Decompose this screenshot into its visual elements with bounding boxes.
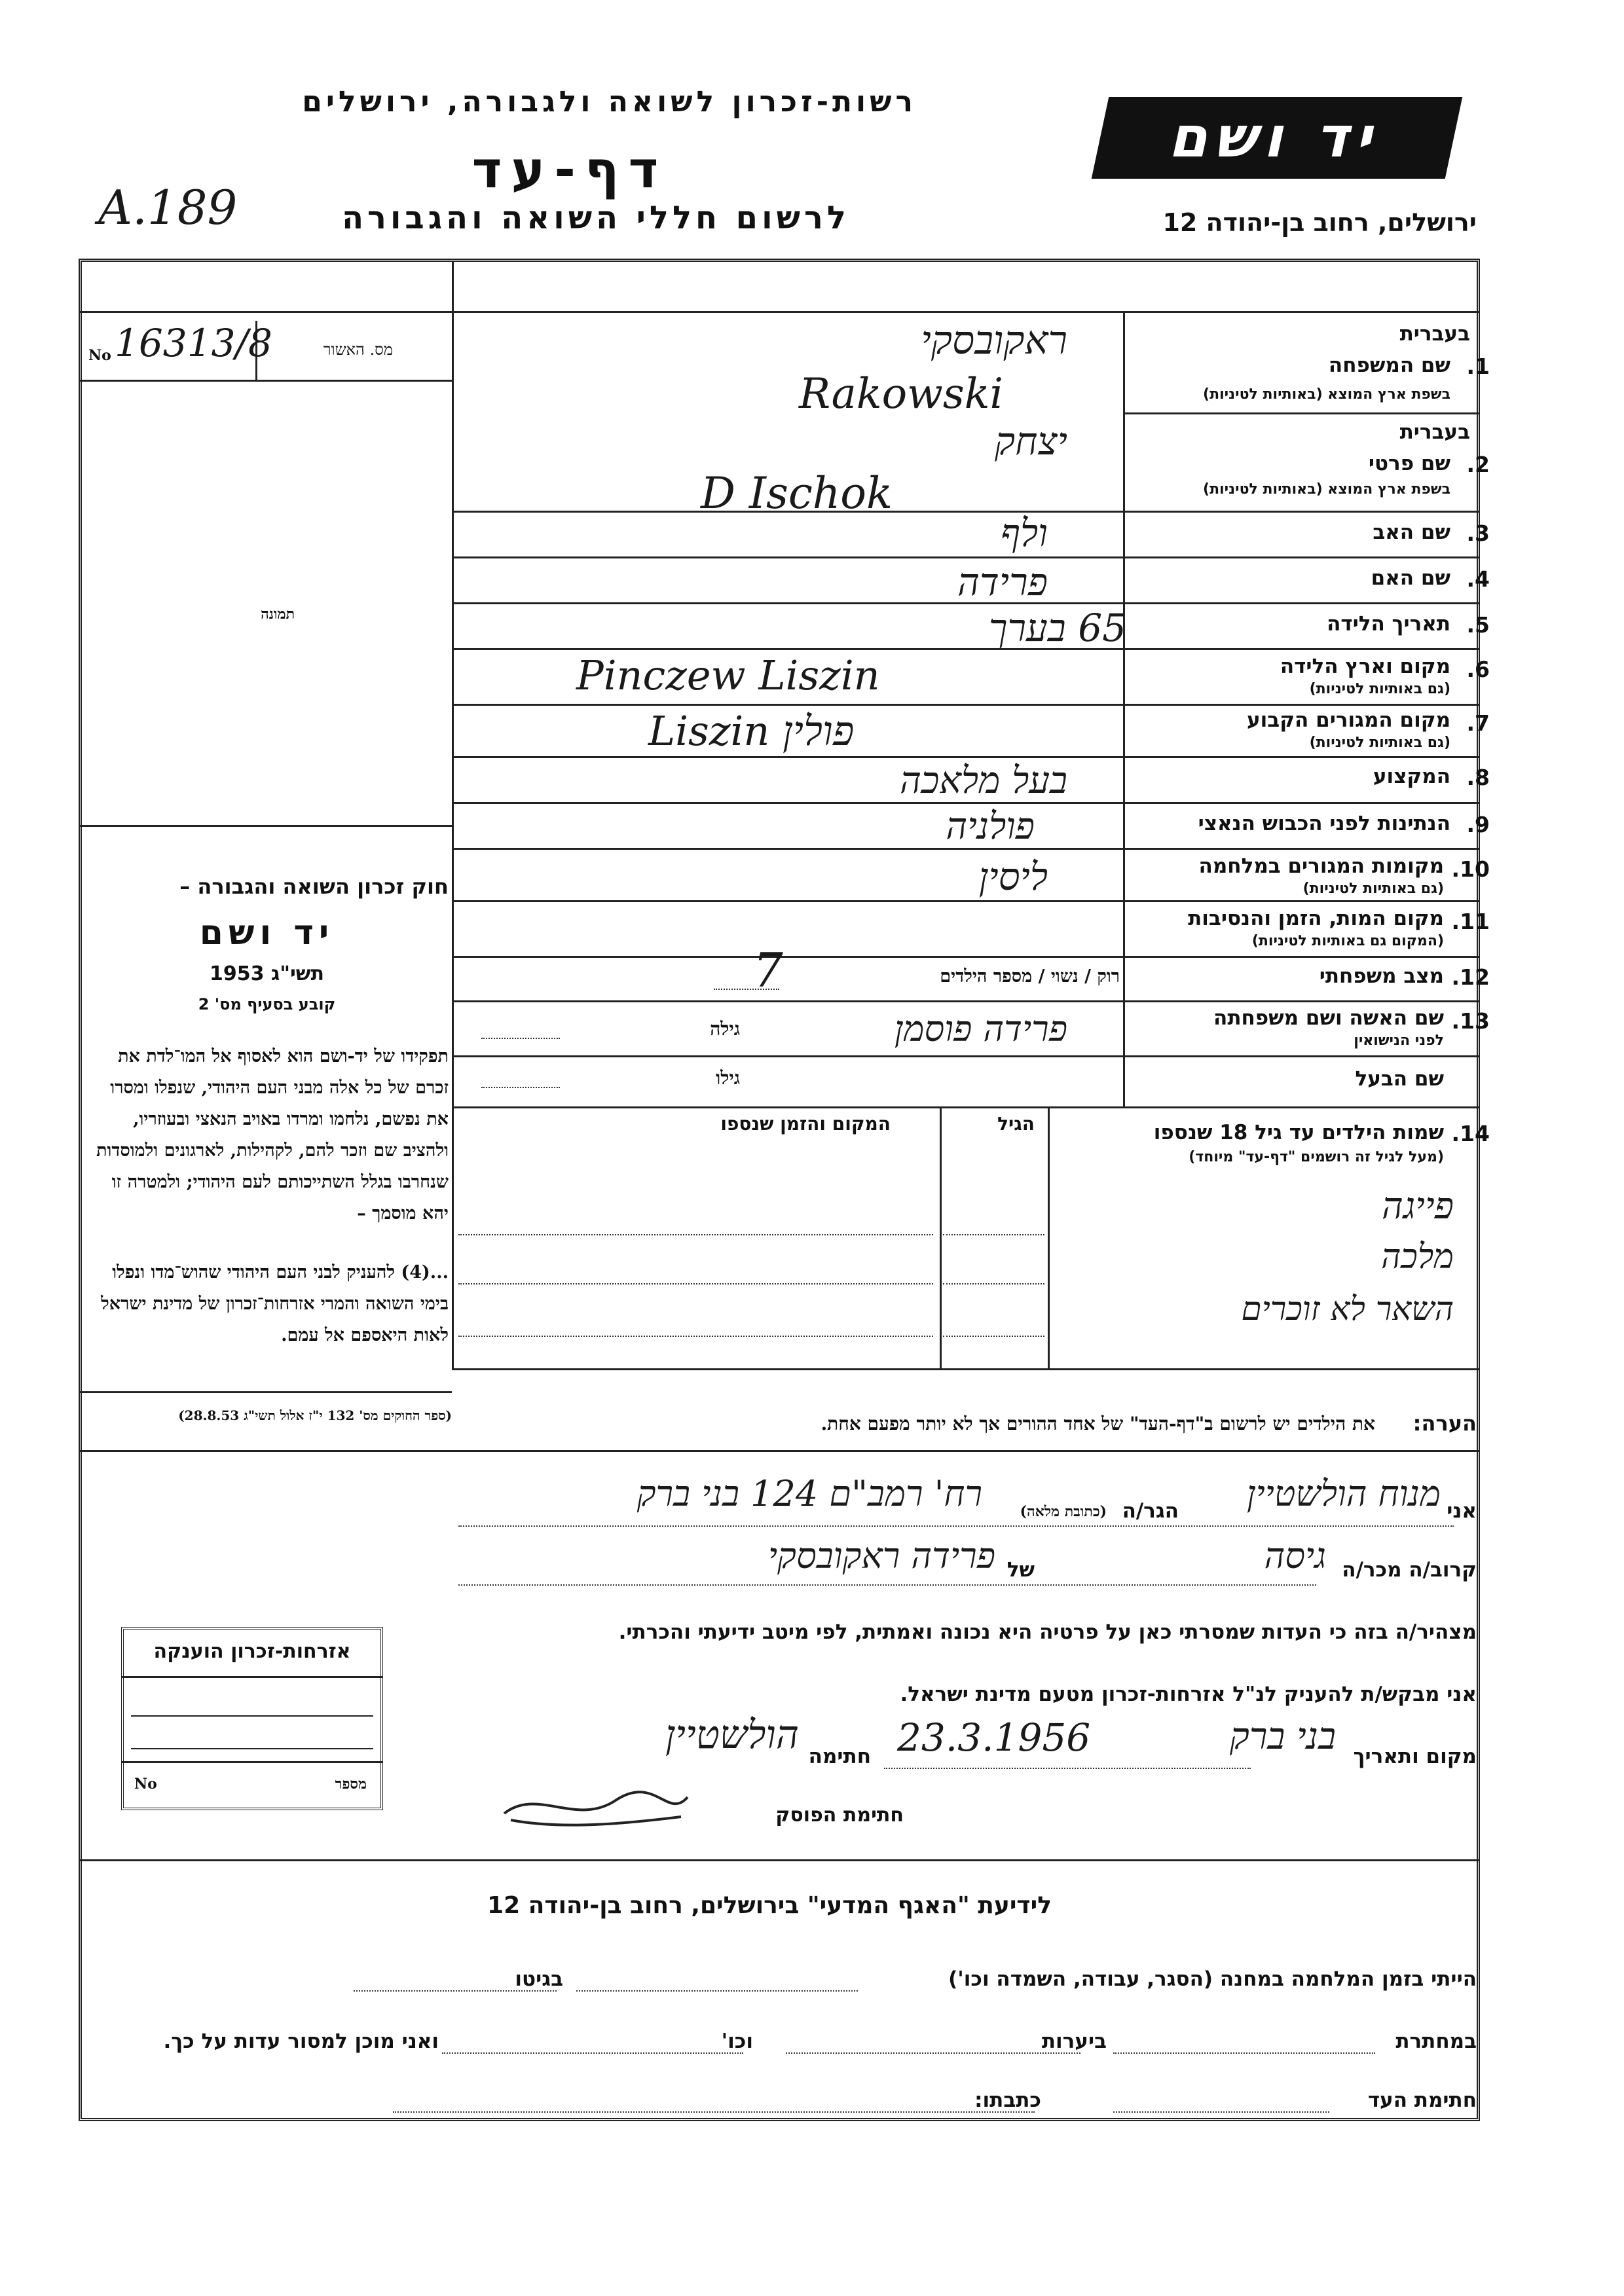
field-7-label: מקום המגורים הקבוע xyxy=(1247,708,1450,732)
remark-label: הערה: xyxy=(1412,1411,1477,1436)
date-value: 23.3.1956 xyxy=(897,1715,1091,1760)
child-name-2: מלכה xyxy=(1380,1237,1454,1277)
photo-label: תמונה xyxy=(261,606,295,623)
record-number-value: 16313/8 xyxy=(115,321,272,365)
field-7-no: 7. xyxy=(1466,710,1490,736)
field-5-label: תאריך הלידה xyxy=(1327,612,1450,636)
field-8-no: 8. xyxy=(1466,765,1490,790)
field-1-label: שם המשפחה xyxy=(1328,354,1450,377)
place-date-label: מקום ותאריך xyxy=(1353,1745,1477,1768)
header-address: ירושלים, רחוב בן-יהודה 12 xyxy=(1162,208,1477,237)
profession-value: בעל מלאכה xyxy=(900,759,1067,802)
certificate-title: אזרחות-זכרון הוענקה xyxy=(153,1640,351,1663)
archive-margin-note: A.189 xyxy=(98,180,238,235)
field-13-sub: לפני הנישואין xyxy=(1354,1032,1444,1049)
field-13-label: שם האשה ושם משפחתה xyxy=(1213,1006,1444,1030)
scientific-title: לידיעת "האגף המדעי" בירושלים, רחוב בן-יהודה 12 xyxy=(487,1892,1052,1919)
declarant-i: אני xyxy=(1447,1499,1477,1523)
field-4-no: 4. xyxy=(1466,566,1490,592)
field-2-lang: בעברית xyxy=(1399,420,1470,444)
scientific-line2-end: ואני מוכן למסור עדות על כך. xyxy=(163,2030,439,2053)
declarant-addr-label: (כתובת מלאה) xyxy=(1020,1503,1107,1520)
field-1-no: 1. xyxy=(1466,354,1490,379)
field-4-label: שם האם xyxy=(1371,566,1450,590)
field-10-sub: (גם באותיות לטיניות) xyxy=(1302,881,1444,897)
wife-name-value: פרידה פוסמן xyxy=(894,1008,1067,1049)
birth-date-value: 65 בערך xyxy=(988,606,1126,650)
declarant-relation: גיסה xyxy=(1264,1535,1326,1576)
law-clause: קובע בסעיף מס' 2 xyxy=(198,995,336,1013)
request-text: אני מבקש/ת להעניק לנ"ל אזרחות-זכרון מטעם מדינת ישראל. xyxy=(900,1683,1477,1706)
field-10-no: 10. xyxy=(1451,856,1490,882)
field-5-no: 5. xyxy=(1466,612,1490,638)
given-name-latin: D Ischok xyxy=(701,468,893,519)
law-year: תשי"ג 1953 xyxy=(209,962,325,985)
field-12-no: 12. xyxy=(1451,964,1490,990)
field-9-no: 9. xyxy=(1466,812,1490,837)
field-11-sub: (המקום גם באותיות לטיניות) xyxy=(1251,933,1444,949)
field-9-label: הנתינות לפני הכבוש הנאצי xyxy=(1198,812,1450,835)
official-signature-scribble xyxy=(498,1781,694,1833)
residence-value: Liszin פולין xyxy=(648,707,855,755)
field-8-label: המקצוע xyxy=(1373,765,1450,788)
form-subtitle: לרשום חללי השואה והגבורה xyxy=(342,200,850,236)
field-14-no: 14. xyxy=(1451,1121,1490,1146)
law-name: יד ושם xyxy=(199,913,335,953)
field-13-no: 13. xyxy=(1451,1008,1490,1034)
field-12-label: מצב משפחתי xyxy=(1319,964,1444,988)
declarant-name: מנוח הולשטיין xyxy=(1246,1473,1441,1514)
scientific-ghetto: בגיטו xyxy=(515,1967,563,1991)
law-text-2: ...(4) להעניק לבני העם היהודי שהוש־מדו ונפלו בימי השואה והמרי אזרחות־זכרון של מדינת ישראל לאות היאספם אל עמם. xyxy=(101,1262,449,1345)
certificate-no-prefix: No xyxy=(134,1776,157,1793)
signature-label: חתימה xyxy=(808,1745,871,1768)
field-10-label: מקומות המגורים במלחמה xyxy=(1198,854,1444,878)
children-col-place: המקום והזמן שנספו xyxy=(720,1113,891,1135)
field-6-no: 6. xyxy=(1466,657,1490,682)
children-sub: (מעל לגיל זה רושמים "דף-עד" מיוחד) xyxy=(1189,1149,1444,1165)
declarant-relative-label: קרוב/ה מכר/ה xyxy=(1342,1558,1477,1582)
authority-line: רשות-זכרון לשואה ולגבורה, ירושלים xyxy=(302,85,917,118)
husband-age-label: גילו xyxy=(716,1067,740,1089)
record-no-prefix: No xyxy=(88,347,111,364)
husband-label: שם הבעל xyxy=(1355,1067,1444,1091)
field-11-label: מקום המות, הזמן והנסיבות xyxy=(1188,907,1444,930)
birth-place-value: Pinczew Liszin xyxy=(576,651,880,699)
law-title: חוק זכרון השואה והגבורה – xyxy=(179,874,449,899)
surname-hebrew: ראקובסקי xyxy=(921,318,1067,363)
scientific-forests: ביערות xyxy=(1041,2030,1107,2053)
field-6-sub: (גם באותיות לטיניות) xyxy=(1309,681,1450,697)
scientific-underground: במחתרת xyxy=(1395,2030,1477,2053)
form-title: דף-עד xyxy=(471,141,668,200)
children-count-value: 7 xyxy=(753,943,783,998)
official-signature-label: חתימת הפוסק xyxy=(775,1804,904,1827)
scientific-line1: הייתי בזמן המלחמה במחנה (הסגר, עבודה, השמדה וכו') xyxy=(948,1967,1477,1991)
declaration-text: מצהיר/ה בזה כי העדות שמסרתי כאן על פרטיה היא נכונה ואמתית, לפי מיטב ידיעתי והכרתי. xyxy=(618,1620,1477,1644)
father-name-value: ולף xyxy=(1000,511,1048,555)
field-6-label: מקום וארץ הלידה xyxy=(1280,655,1450,678)
field-3-no: 3. xyxy=(1466,520,1490,546)
field-1-sub: בשפת ארץ המוצא (באותיות לטיניות) xyxy=(1203,386,1450,403)
scientific-etc: וכו' xyxy=(721,2030,753,2053)
declarant-signature: הולשטיין xyxy=(665,1712,799,1758)
record-number-label: מס. האשור xyxy=(323,340,393,359)
field-11-no: 11. xyxy=(1451,909,1490,934)
mother-name-value: פרידה xyxy=(957,560,1048,604)
declarant-of-name: פרידה ראקובסקי xyxy=(767,1535,995,1576)
witness-address-label: כתבתו: xyxy=(974,2088,1041,2112)
yad-vashem-logo xyxy=(1092,97,1463,179)
declarant-address: רח' רמב"ם 124 בני ברק xyxy=(637,1473,982,1514)
field-1-lang: בעברית xyxy=(1399,322,1470,346)
field-2-no: 2. xyxy=(1466,452,1490,477)
place-value: בני ברק xyxy=(1229,1715,1336,1758)
wartime-residence-value: ליסין xyxy=(978,854,1048,899)
field-2-label: שם פרטי xyxy=(1368,452,1450,475)
law-reference: (ספר החוקים מס' 132 י"ז אלול תשי"ג 28.8.53) xyxy=(178,1408,452,1423)
certificate-no-label: מספר xyxy=(335,1776,367,1793)
children-col-age: הגיל xyxy=(997,1113,1035,1135)
surname-latin: Rakowski xyxy=(799,370,1003,418)
declarant-of-label: של xyxy=(1006,1558,1035,1582)
logo-lettering: יד ושם xyxy=(1165,105,1389,170)
field-2-sub: בשפת ארץ המוצא (באותיות לטיניות) xyxy=(1203,481,1450,498)
nationality-value: פולניה xyxy=(946,805,1035,848)
child-name-3: השאר לא זוכרים xyxy=(1241,1290,1454,1328)
field-7-sub: (גם באותיות לטיניות) xyxy=(1309,735,1450,751)
children-label: שמות הילדים עד גיל 18 שנספו xyxy=(1153,1121,1444,1144)
law-text-1: תפקידו של יד-ושם הוא לאסוף אל המו־לדת את זכרם של כל אלה מבני העם היהודי, שנפלו ומסרו את נפשם, נלחמו ומרדו באויב הנאצי ובעוזריו, ולהציב שם וזכר להם, לקהילות, לארגונים ולמוסדות שנחרבו בגלל השתייכותם לעם היהודי; ולמטרה זו יהא מוסמך – xyxy=(96,1046,449,1224)
child-name-1: פייגה xyxy=(1381,1185,1454,1228)
field-12-inline: רוק / נשוי / מספר הילדים xyxy=(940,966,1120,987)
given-name-hebrew: יצחק xyxy=(995,419,1067,464)
field-3-label: שם האב xyxy=(1373,520,1450,544)
declarant-resides: הגר/ה xyxy=(1122,1499,1179,1523)
witness-signature-label: חתימת העד xyxy=(1367,2088,1477,2112)
remark-text: את הילדים יש לרשום ב"דף-העד" של אחד ההורים אך לא יותר מפעם אחת. xyxy=(821,1413,1375,1434)
field-13-age-label: גילה xyxy=(710,1018,740,1040)
